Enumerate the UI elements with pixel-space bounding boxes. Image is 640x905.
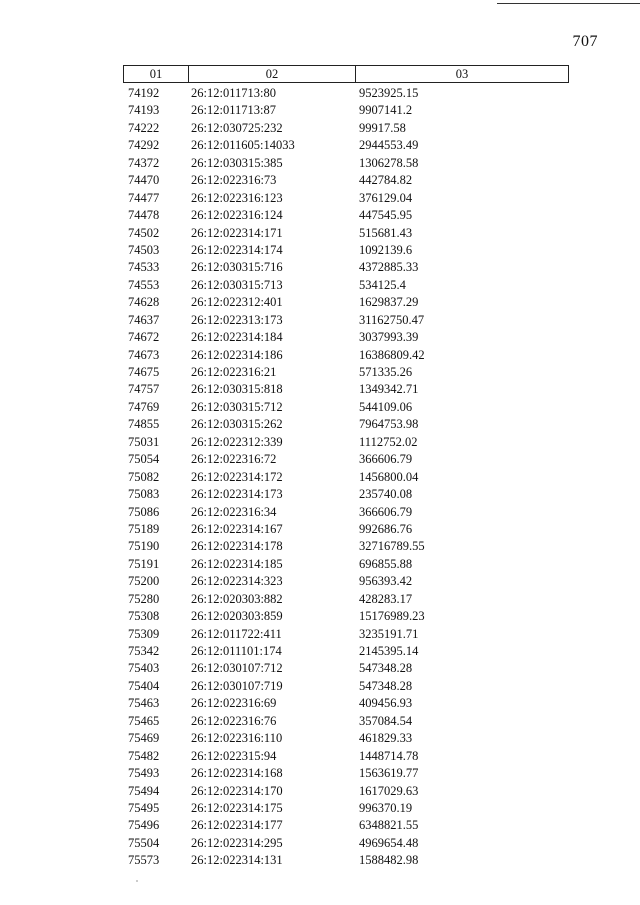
table-row: [123, 381, 569, 398]
table-row: [123, 137, 569, 154]
value-cell: 1456800.04: [359, 469, 419, 484]
table-row: [123, 347, 569, 364]
value-cell: 1448714.78: [359, 748, 419, 763]
row-id-cell: 75482: [128, 748, 160, 763]
table-row: [123, 469, 569, 486]
value-cell: 996370.19: [359, 800, 413, 815]
table-row: [123, 399, 569, 416]
cadastral-number-cell: 26:12:022314:173: [191, 487, 283, 502]
cadastral-number-cell: 26:12:022314:184: [191, 330, 283, 345]
cadastral-number-cell: 26:12:022314:167: [191, 521, 283, 536]
table-row: [123, 190, 569, 207]
table-row: [123, 416, 569, 433]
table-row: [123, 312, 569, 329]
row-id-cell: 74193: [128, 103, 160, 118]
row-id-cell: 75200: [128, 574, 160, 589]
value-cell: 3235191.71: [359, 626, 419, 641]
table-row: [123, 591, 569, 608]
table-row: [123, 85, 569, 102]
cadastral-number-cell: 26:12:022316:123: [191, 190, 283, 205]
table-row: [123, 538, 569, 555]
cadastral-number-cell: 26:12:011713:87: [191, 103, 276, 118]
table-row: [123, 748, 569, 765]
table-row: [123, 504, 569, 521]
row-id-cell: 75342: [128, 644, 160, 658]
table-row: [123, 207, 569, 224]
row-id-cell: 74673: [128, 347, 160, 362]
value-cell: 1092139.6: [359, 242, 413, 257]
value-cell: 3037993.39: [359, 330, 419, 345]
table-row: [123, 765, 569, 782]
value-cell: 571335.26: [359, 365, 413, 379]
cadastral-number-cell: 26:12:022313:173: [191, 312, 283, 327]
table-row: [123, 835, 569, 852]
cadastral-number-cell: 26:12:020303:882: [191, 591, 283, 606]
value-cell: 1306278.58: [359, 155, 419, 170]
cadastral-number-cell: 26:12:022314:178: [191, 539, 283, 554]
value-cell: 235740.08: [359, 487, 413, 502]
row-id-cell: 75190: [128, 539, 160, 554]
table-row: [123, 242, 569, 259]
value-cell: 696855.88: [359, 556, 413, 571]
cadastral-number-cell: 26:12:020303:859: [191, 609, 283, 624]
cadastral-number-cell: 26:12:022315:94: [191, 748, 277, 763]
row-id-cell: 75493: [128, 766, 160, 781]
value-cell: 409456.93: [359, 696, 413, 711]
value-cell: 2944553.49: [359, 138, 419, 153]
value-cell: 2145395.14: [359, 644, 419, 658]
value-cell: 4969654.48: [359, 835, 419, 850]
cadastral-number-cell: 26:12:030315:262: [191, 417, 283, 432]
value-cell: 447545.95: [359, 208, 413, 223]
table-row: [123, 573, 569, 590]
cadastral-number-cell: 26:12:030315:713: [191, 277, 283, 292]
cadastral-number-cell: 26:12:022316:69: [191, 696, 277, 711]
row-id-cell: 75494: [128, 783, 160, 798]
row-id-cell: 75469: [128, 731, 160, 746]
row-id-cell: 75404: [128, 678, 160, 693]
cadastral-number-cell: 26:12:030315:716: [191, 260, 283, 275]
table-row: [123, 730, 569, 747]
row-id-cell: 75309: [128, 626, 160, 641]
row-id-cell: 75054: [128, 452, 160, 467]
cadastral-number-cell: 26:12:022316:76: [191, 713, 277, 728]
row-id-cell: 75083: [128, 487, 160, 502]
row-id-cell: 75463: [128, 696, 160, 711]
table-row: [123, 608, 569, 625]
value-cell: 16386809.42: [359, 347, 425, 362]
table-row: [123, 521, 569, 538]
row-id-cell: 74222: [128, 120, 160, 135]
page-number: 707: [572, 33, 598, 50]
value-cell: 9523925.15: [359, 86, 419, 100]
row-id-cell: 74533: [128, 260, 160, 275]
value-cell: 992686.76: [359, 521, 413, 536]
value-cell: 7964753.98: [359, 417, 419, 432]
cadastral-number-cell: 26:12:022314:175: [191, 800, 283, 815]
table-row: [123, 660, 569, 677]
cadastral-number-cell: 26:12:022316:21: [191, 365, 277, 379]
header-cell-03: 03: [455, 67, 469, 81]
value-cell: 547348.28: [359, 661, 413, 676]
value-cell: 366606.79: [359, 452, 413, 467]
value-cell: 534125.4: [359, 277, 406, 292]
value-cell: 31162750.47: [359, 312, 425, 327]
header-cell-01: 01: [124, 66, 189, 82]
scan-speck: [136, 880, 138, 882]
table-row: [123, 277, 569, 294]
row-id-cell: 74672: [128, 330, 160, 345]
table-row: [123, 172, 569, 189]
row-id-cell: 74477: [128, 190, 160, 205]
value-cell: 1349342.71: [359, 382, 419, 397]
row-id-cell: 75403: [128, 661, 160, 676]
value-cell: 1588482.98: [359, 853, 419, 868]
cadastral-number-cell: 26:12:022314:168: [191, 766, 283, 781]
table-row: [123, 643, 569, 660]
row-id-cell: 74502: [128, 225, 160, 240]
table-row: [123, 626, 569, 643]
row-id-cell: 75504: [128, 835, 160, 850]
cadastral-number-cell: 26:12:030107:719: [191, 678, 283, 693]
cadastral-number-cell: 26:12:022312:339: [191, 434, 283, 449]
value-cell: 15176989.23: [359, 609, 425, 624]
header-cell-02: 02: [189, 66, 356, 82]
value-cell: 461829.33: [359, 731, 413, 746]
table-row: [123, 120, 569, 137]
cadastral-number-cell: 26:12:011605:14033: [191, 138, 295, 153]
row-id-cell: 75465: [128, 713, 160, 728]
table-row: [123, 294, 569, 311]
value-cell: 1112752.02: [359, 434, 418, 449]
value-cell: 1617029.63: [359, 783, 419, 798]
row-id-cell: 75573: [128, 853, 160, 868]
row-id-cell: 74637: [128, 312, 160, 327]
table-row: [123, 451, 569, 468]
row-id-cell: 75082: [128, 469, 160, 484]
value-cell: 9907141.2: [359, 103, 413, 118]
row-id-cell: 75280: [128, 591, 160, 606]
row-id-cell: 75086: [128, 504, 160, 519]
row-id-cell: 74478: [128, 208, 160, 223]
value-cell: 1629837.29: [359, 295, 419, 310]
table-row: [123, 556, 569, 573]
table-row: [123, 800, 569, 817]
row-id-cell: 74769: [128, 399, 160, 414]
row-id-cell: 75495: [128, 800, 160, 815]
table-body: [123, 85, 569, 870]
table-row: [123, 713, 569, 730]
value-cell: 6348821.55: [359, 818, 419, 833]
table-row: [123, 852, 569, 869]
row-id-cell: 75189: [128, 521, 160, 536]
value-cell: 428283.17: [359, 591, 413, 606]
value-cell: 547348.28: [359, 678, 413, 693]
table-row: [123, 364, 569, 381]
row-id-cell: 74503: [128, 242, 160, 257]
row-id-cell: 74292: [128, 138, 160, 153]
table-row: [123, 486, 569, 503]
cadastral-number-cell: 26:12:030107:712: [191, 661, 283, 676]
cadastral-number-cell: 26:12:022314:295: [191, 835, 283, 850]
cadastral-number-cell: 26:12:022314:323: [191, 574, 283, 589]
row-id-cell: 74628: [128, 295, 160, 310]
table-row: [123, 817, 569, 834]
row-id-cell: 74553: [128, 277, 160, 292]
row-id-cell: 74470: [128, 173, 160, 188]
cadastral-number-cell: 26:12:022314:177: [191, 818, 283, 833]
cadastral-number-cell: 26:12:022314:131: [191, 853, 283, 868]
table-row: [123, 155, 569, 172]
cadastral-number-cell: 26:12:022314:185: [191, 556, 283, 571]
row-id-cell: 75308: [128, 609, 160, 624]
value-cell: 99917.58: [359, 120, 406, 135]
value-cell: 515681.43: [359, 225, 413, 240]
cadastral-number-cell: 26:12:022316:110: [191, 731, 283, 746]
table-row: [123, 678, 569, 695]
table-row: [123, 225, 569, 242]
cadastral-number-cell: 26:12:022316:124: [191, 208, 283, 223]
cadastral-number-cell: 26:12:022314:186: [191, 347, 283, 362]
table-row: [123, 695, 569, 712]
cadastral-number-cell: 26:12:030315:712: [191, 399, 283, 414]
row-id-cell: 75191: [128, 556, 160, 571]
value-cell: 1563619.77: [359, 766, 419, 781]
cadastral-number-cell: 26:12:022314:172: [191, 469, 283, 484]
value-cell: 376129.04: [359, 190, 413, 205]
cadastral-number-cell: 26:12:022314:171: [191, 225, 283, 240]
cadastral-number-cell: 26:12:011713:80: [191, 86, 276, 100]
value-cell: 4372885.33: [359, 260, 419, 275]
cadastral-number-cell: 26:12:022316:72: [191, 452, 277, 467]
value-cell: 956393.42: [359, 574, 413, 589]
cadastral-number-cell: 26:12:022314:170: [191, 783, 283, 798]
cadastral-number-cell: 26:12:022316:34: [191, 504, 277, 519]
value-cell: 544109.06: [359, 399, 413, 414]
value-cell: 366606.79: [359, 504, 413, 519]
table-row: [123, 783, 569, 800]
table-row: [123, 329, 569, 346]
cadastral-number-cell: 26:12:022312:401: [191, 295, 283, 310]
row-id-cell: 74372: [128, 155, 160, 170]
row-id-cell: 74192: [128, 86, 160, 100]
cadastral-number-cell: 26:12:011722:411: [191, 626, 282, 641]
cadastral-number-cell: 26:12:011101:174: [191, 644, 282, 658]
value-cell: 32716789.55: [359, 539, 425, 554]
value-cell: 357084.54: [359, 713, 413, 728]
row-id-cell: 75031: [128, 434, 160, 449]
top-rule-line: [497, 3, 640, 4]
row-id-cell: 74757: [128, 382, 160, 397]
cadastral-number-cell: 26:12:030315:385: [191, 155, 283, 170]
table-row: [123, 434, 569, 451]
cadastral-number-cell: 26:12:030725:232: [191, 120, 283, 135]
value-cell: 442784.82: [359, 173, 413, 188]
row-id-cell: 75496: [128, 818, 160, 833]
table-header: [123, 65, 569, 83]
row-id-cell: 74675: [128, 365, 160, 379]
cadastral-number-cell: 26:12:022314:174: [191, 242, 283, 257]
cadastral-number-cell: 26:12:022316:73: [191, 173, 277, 188]
cadastral-number-cell: 26:12:030315:818: [191, 382, 283, 397]
table-row: [123, 102, 569, 119]
table-row: [123, 259, 569, 276]
row-id-cell: 74855: [128, 417, 160, 432]
